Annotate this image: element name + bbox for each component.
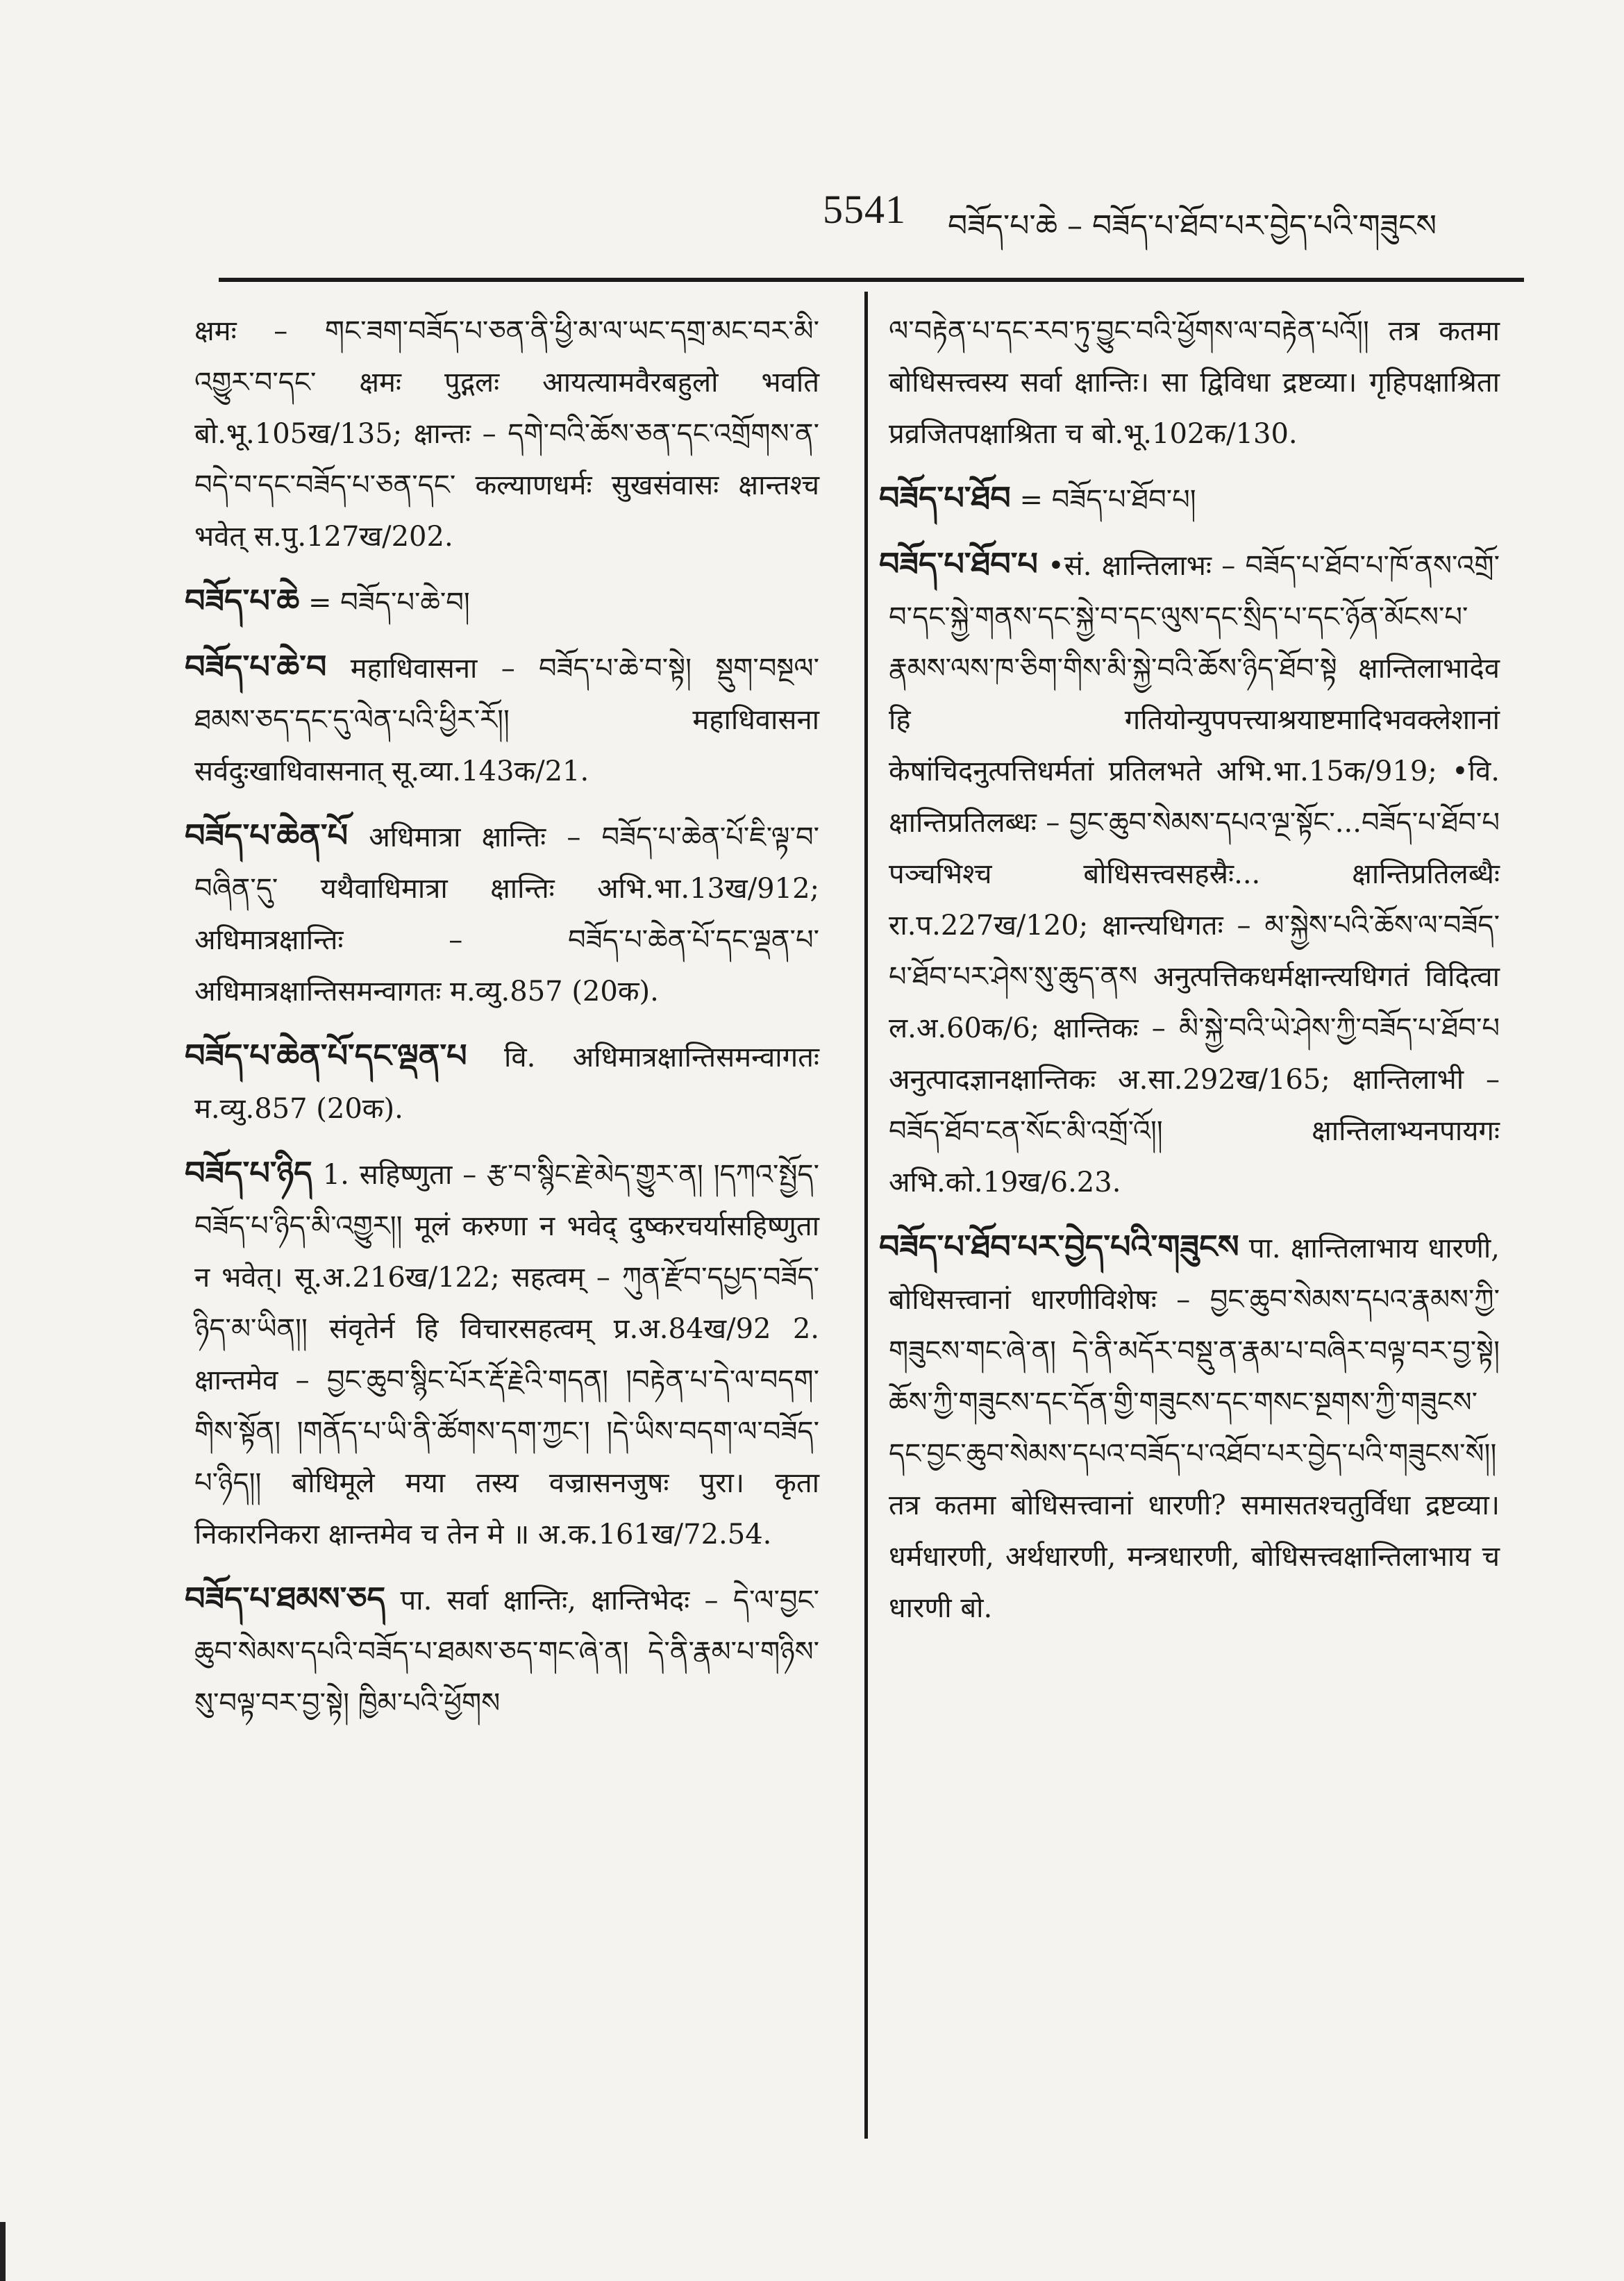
dictionary-entry bbox=[185, 575, 819, 628]
page-number: 5541 bbox=[823, 187, 906, 232]
entry-headword: བཟོད་པ་ཆེ bbox=[185, 582, 300, 619]
entry-headword: བཟོད་པ་ཆེན་པོ་དང་ལྡན་པ bbox=[185, 1037, 467, 1074]
column-divider bbox=[864, 292, 868, 2139]
running-head: བཟོད་པ་ཆེ – བཟོད་པ་ཐོབ་པར་བྱེད་པའི་གཟུངས bbox=[948, 208, 1437, 244]
dictionary-entry bbox=[889, 306, 1500, 460]
dictionary-entry bbox=[879, 538, 1500, 1208]
entry-headword: བཟོད་པ་ཐོབ་པར་བྱེད་པའི་གཟུངས bbox=[879, 1228, 1239, 1265]
entry-text: क्षमः – གང་ཟག་བཟོད་པ་ཅན་ནི་ཕྱི་མ་ལ་ཡང་དགྲ་མང་བར་མི་འགྱུར་བ་དང་ क्षमः पुद्गलः आयत्यामवैरबहुलो भवति बो.भू.105ख/135; क्षान्तः – དགེ་བའི་ཆོས་ཅན་དང་འགྲོགས་ན་བདེ་བ་དང་བཟོད་པ་ཅན་དང་ कल्याणधर्मः सुखसंवासः क्षान्तश्च भवेत् स.पु.127ख/202. bbox=[194, 315, 819, 553]
dictionary-entry bbox=[185, 641, 819, 797]
left-column bbox=[185, 306, 820, 1741]
entry-headword: བཟོད་པ་ཐམས་ཅད bbox=[185, 1580, 386, 1617]
entry-text: महाधिवासना – བཟོད་པ་ཆེ་བ་སྟེ། སྡུག་བསྔལ་ཐམས་ཅད་དང་དུ་ལེན་པའི་ཕྱིར་རོ།། महाधिवासना सर्वदुःखाधिवासनात् सू.व्या.143क/21. bbox=[194, 653, 819, 787]
dictionary-entry bbox=[879, 472, 1500, 526]
entry-headword: བཟོད་པ་ཉིད bbox=[185, 1154, 312, 1192]
dictionary-entry bbox=[185, 1147, 819, 1560]
dictionary-entry bbox=[879, 1221, 1500, 1634]
entry-text: वि. अधिमात्रक्षान्तिसमन्वागतः म.व्यु.857 (20क). bbox=[194, 1042, 819, 1125]
entry-headword: བཟོད་པ་ཆེན་པོ bbox=[185, 817, 349, 854]
header-rule bbox=[219, 278, 1524, 282]
entry-text: = བཟོད་པ་ཆེ་བ། bbox=[308, 587, 470, 619]
entry-headword: བཟོད་པ་ཐོབ bbox=[879, 479, 1011, 517]
entry-text: 1. सहिष्णुता – རྩ་བ་སྙིང་རྗེ་མེད་གྱུར་ན། །དཀའ་སྤྱོད་བཟོད་པ་ཉིད་མི་འགྱུར།། मूलं करुणा न भवेद् दुष्करचर्यासहिष्णुता न भवेत्। सू.अ.216ख/122; सहत्वम् – ཀུན་རྫོབ་དཔྱད་བཟོད་ཉིད་མ་ཡིན།། संवृतेर्न हि विचारसहत्वम् प्र.अ.84ख/92 2. क्षान्तमेव – བྱང་ཆུབ་སྙིང་པོར་རྡོ་རྗེའི་གདན། །བརྟེན་པ་དེ་ལ་བདག་གིས་སྟོན། །གནོད་པ་ཡི་ནི་ཚོགས་དག་ཀྱང་། །དེ་ཡིས་བདག་ལ་བཟོད་པ་ཉིད།། बोधिमूले मया तस्य वज्रासनजुषः पुरा। कृता निकारनिकरा क्षान्तमेव च तेन मे ॥ अ.क.161ख/72.54. bbox=[194, 1159, 819, 1551]
entry-text: पा. सर्वा क्षान्तिः, क्षान्तिभेदः – དེ་ལ་བྱང་ཆུབ་སེམས་དཔའི་བཟོད་པ་ཐམས་ཅད་གང་ཞེ་ན། དེ་ནི་རྣམ་པ་གཉིས་སུ་བལྟ་བར་བྱ་སྟེ། ཁྱིམ་པའི་ཕྱོགས bbox=[194, 1585, 820, 1719]
entry-text: •सं. क्षान्तिलाभः – བཟོད་པ་ཐོབ་པ་ཁོ་ནས་འགྲོ་བ་དང་སྐྱེ་གནས་དང་སྐྱེ་བ་དང་ལུས་དང་སྲིད་པ་དང་ཉོན་མོངས་པ་རྣམས་ལས་ཁ་ཅིག་གིས་མི་སྐྱེ་བའི་ཆོས་ཉིད་ཐོབ་སྟེ क्षान्तिलाभादेव हि गतियोन्युपपत्त्याश्रयाष्टमादिभवक्लेशानां केषांचिदनुत्पत्तिधर्मतां प्रतिलभते अभि.भा.15क/919; •वि. क्षान्तिप्रतिलब्धः – བྱང་ཆུབ་སེམས་དཔའ་ལྔ་སྟོང་...བཟོད་པ་ཐོབ་པ पञ्चभिश्च बोधिसत्त्वसहस्रैः... क्षान्तिप्रतिलब्धैः रा.प.227ख/120; क्षान्त्यधिगतः – མ་སྐྱེས་པའི་ཆོས་ལ་བཟོད་པ་ཐོབ་པར་ཤེས་སུ་ཆུད་ནས अनुत्पत्तिकधर्मक्षान्त्यधिगतं विदित्वा ल.अ.60क/6; क्षान्तिकः – མི་སྐྱེ་བའི་ཡེ་ཤེས་ཀྱི་བཟོད་པ་ཐོབ་པ अनुत्पादज्ञानक्षान्तिकः अ.सा.292ख/165; क्षान्तिलाभी – བཟོད་ཐོབ་ངན་སོང་མི་འགྲོ་འོ།། क्षान्तिलाभ्यनपायगः अभि.को.19ख/6.23. bbox=[889, 550, 1500, 1198]
dictionary-entry bbox=[194, 306, 819, 562]
scan-edge-mark bbox=[0, 2222, 6, 2281]
entry-headword: བཟོད་པ་ཆེ་བ bbox=[185, 648, 327, 685]
entry-text: = བཟོད་པ་ཐོབ་པ། bbox=[1019, 484, 1196, 516]
entry-headword: བཟོད་པ་ཐོབ་པ bbox=[879, 545, 1038, 583]
dictionary-entry bbox=[185, 1030, 819, 1135]
entry-text: ལ་བརྟེན་པ་དང་རབ་ཏུ་བྱུང་བའི་ཕྱོགས་ལ་བརྟེན་པའོ།། तत्र कतमा बोधिसत्त्वस्य सर्वा क्षान्तिः। सा द्विविधा द्रष्टव्या। गृहिपक्षाश्रिता प्रव्रजितपक्षाश्रिता च बो.भू.102क/130. bbox=[889, 315, 1500, 450]
entry-text: अधिमात्रा क्षान्तिः – བཟོད་པ་ཆེན་པོ་ཇི་ལྟ་བ་བཞིན་དུ་ यथैवाधिमात्रा क्षान्तिः अभि.भा.13ख/912; अधिमात्रक्षान्तिः – བཟོད་པ་ཆེན་པོ་དང་ལྡན་པ་ अधिमात्रक्षान्तिसमन्वागतः म.व्यु.857 (20क). bbox=[194, 821, 819, 1008]
entry-text: पा. क्षान्तिलाभाय धारणी, बोधिसत्त्वानां धारणीविशेषः – བྱང་ཆུབ་སེམས་དཔའ་རྣམས་ཀྱི་གཟུངས་གང་ཞེ་ན། དེ་ནི་མདོར་བསྡུ་ན་རྣམ་པ་བཞིར་བལྟ་བར་བྱ་སྟེ། ཆོས་ཀྱི་གཟུངས་དང་དོན་གྱི་གཟུངས་དང་གསང་སྔགས་ཀྱི་གཟུངས་དང་བྱང་ཆུབ་སེམས་དཔའ་བཟོད་པ་འཐོབ་པར་བྱེད་པའི་གཟུངས་སོ།། तत्र कतमा बोधिसत्त्वानां धारणी? समासतश्चतुर्विधा द्रष्टव्या। धर्मधारणी, अर्थधारणी, मन्त्रधारणी, बोधिसत्त्वक्षान्तिलाभाय च धारणी बो. bbox=[889, 1233, 1500, 1624]
dictionary-entry bbox=[185, 810, 819, 1017]
right-column bbox=[879, 306, 1500, 1646]
dictionary-entry bbox=[185, 1573, 820, 1729]
